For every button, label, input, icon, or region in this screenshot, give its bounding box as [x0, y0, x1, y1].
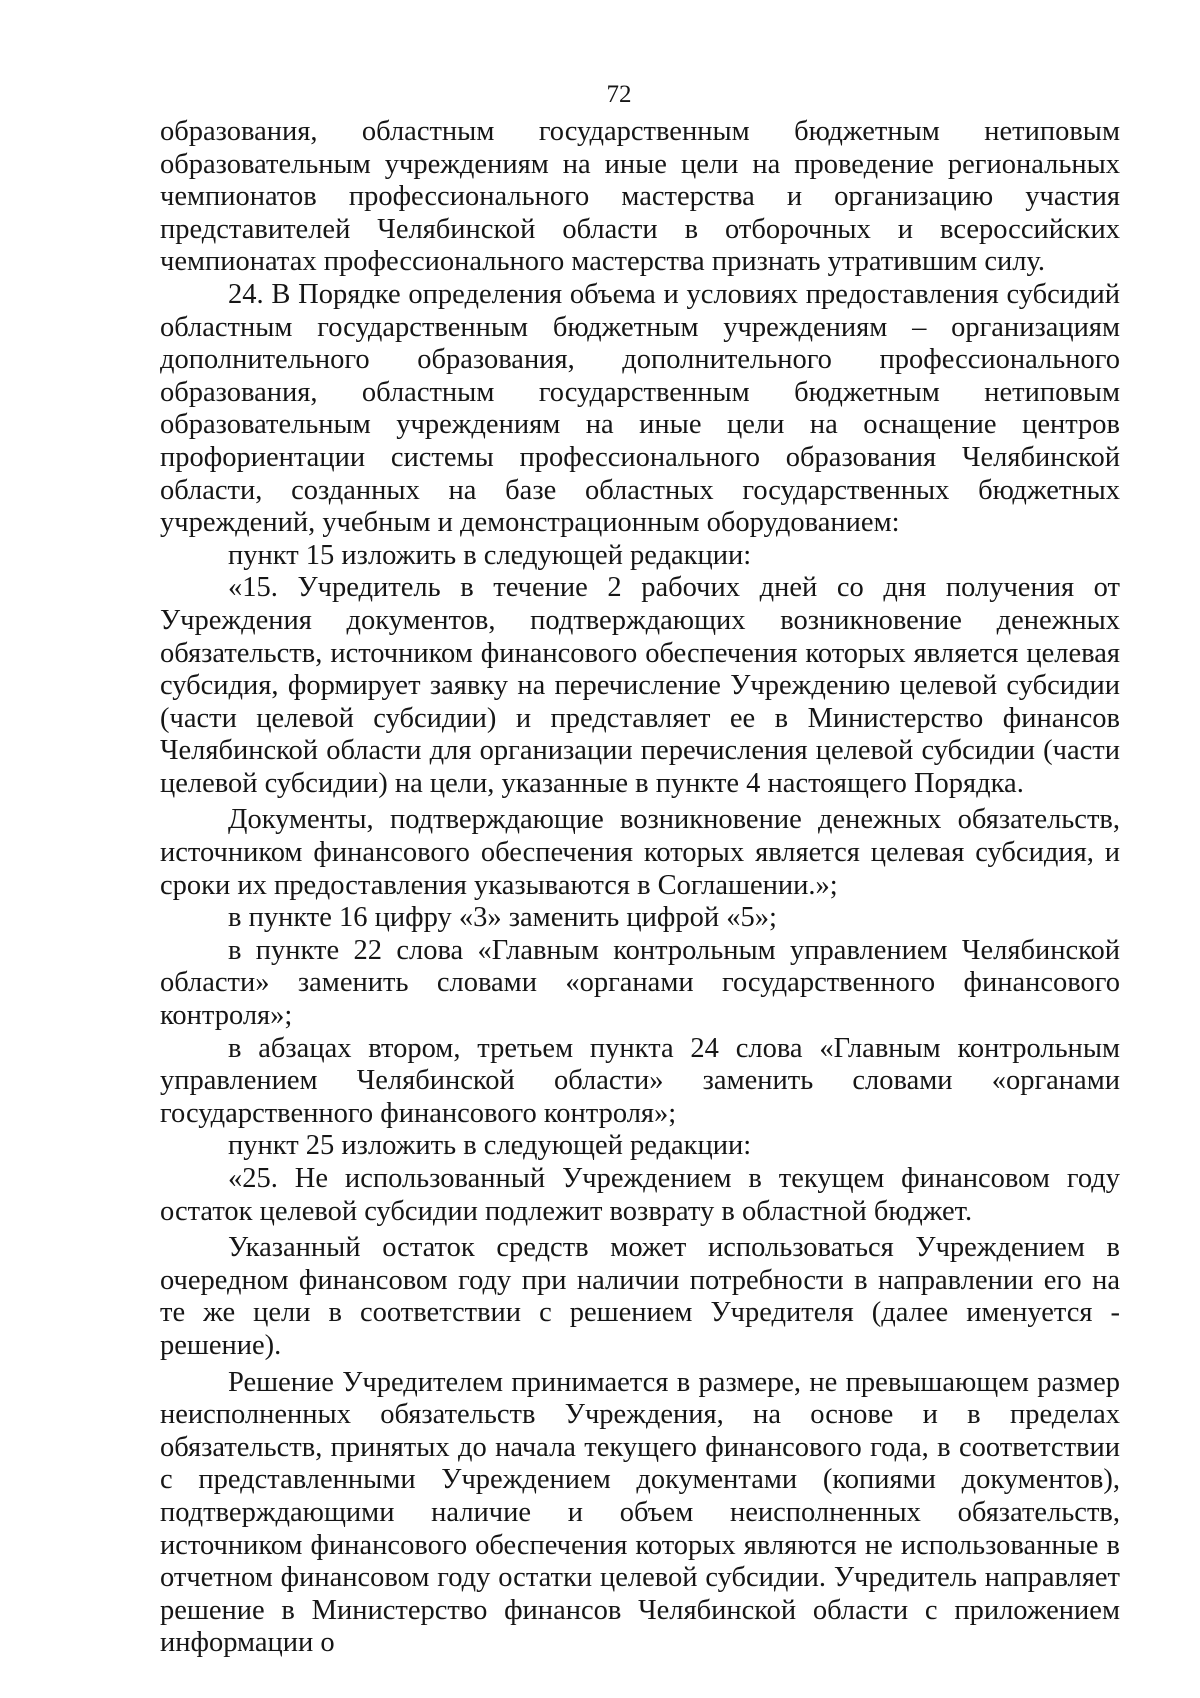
- paragraph-clause-16: в пункте 16 цифру «3» заменить цифрой «5»;: [228, 902, 777, 934]
- paragraph-documents: Документы, подтверждающие возникновение денежных обязательств, источником финансового обеспечения которых является целевая субсидия, и сроки их предоставления указываются в Соглашении.»;: [160, 804, 1120, 901]
- paragraph-decision: Решение Учредителем принимается в размере, не превышающем размер неисполненных обязательств Учреждения, на основе и в пределах обязательств, принятых до начала текущего финансового года, в соответствии с представленными Учреждением документами (копиями документов), подтверждающими наличие и объем неисполненных обязательств, источником финансового обеспечения которых являются не использованные в отчетном финансовом году остатки целевой субсидии. Учредитель направляет решение в Министерство финансов Челябинской области с приложением информации о: [160, 1366, 1120, 1659]
- page-number: 72: [606, 81, 632, 108]
- paragraph-remainder: Указанный остаток средств может использоваться Учреждением в очередном финансовом году при наличии потребности в направлении его на те же цели в соответствии с решением Учредителя (далее именуется - решение).: [160, 1232, 1120, 1361]
- paragraph-clause-25-intro: пункт 25 изложить в следующей редакции:: [228, 1130, 752, 1162]
- paragraph-continuation: образования, областным государственным бюджетным нетиповым образовательным учреждениям на иные цели на проведение региональных чемпионатов профессионального мастерства и организацию участия представителей Челябинской области в отборочных и всероссийских чемпионатах профессионального мастерства признать утратившим силу.: [160, 116, 1120, 278]
- paragraph-clause-25-text: «25. Не использованный Учреждением в текущем финансовом году остаток целевой субсидии подлежит возврату в областной бюджет.: [160, 1163, 1120, 1227]
- paragraph-clause-24: в абзацах втором, третьем пункта 24 слова «Главным контрольным управлением Челябинской области» заменить словами «органами государственного финансового контроля»;: [160, 1032, 1120, 1129]
- paragraph-clause-22: в пункте 22 слова «Главным контрольным управлением Челябинской области» заменить словами «органами государственного финансового контроля»;: [160, 934, 1120, 1032]
- paragraph-clause-15-text: «15. Учредитель в течение 2 рабочих дней со дня получения от Учреждения документов, подтверждающих возникновение денежных обязательств, источником финансового обеспечения которых является целевая субсидия, формирует заявку на перечисление Учреждению целевой субсидии (части целевой субсидии) и представляет ее в Министерство финансов Челябинской области для организации перечисления целевой субсидии (части целевой субсидии) на цели, указанные в пункте 4 настоящего Порядка.: [160, 572, 1120, 799]
- paragraph-item-24: 24. В Порядке определения объема и условиях предоставления субсидий областным государственным бюджетным учреждениям – организациям дополнительного образования, дополнительного профессионального образования, областным государственным бюджетным нетиповым образовательным учреждениям на иные цели на оснащение центров профориентации системы профессионального образования Челябинской области, созданных на базе областных государственных бюджетных учреждений, учебным и демонстрационным оборудованием:: [160, 278, 1120, 539]
- document-body: [160, 116, 1120, 1660]
- paragraph-clause-15-intro: пункт 15 изложить в следующей редакции:: [228, 539, 752, 571]
